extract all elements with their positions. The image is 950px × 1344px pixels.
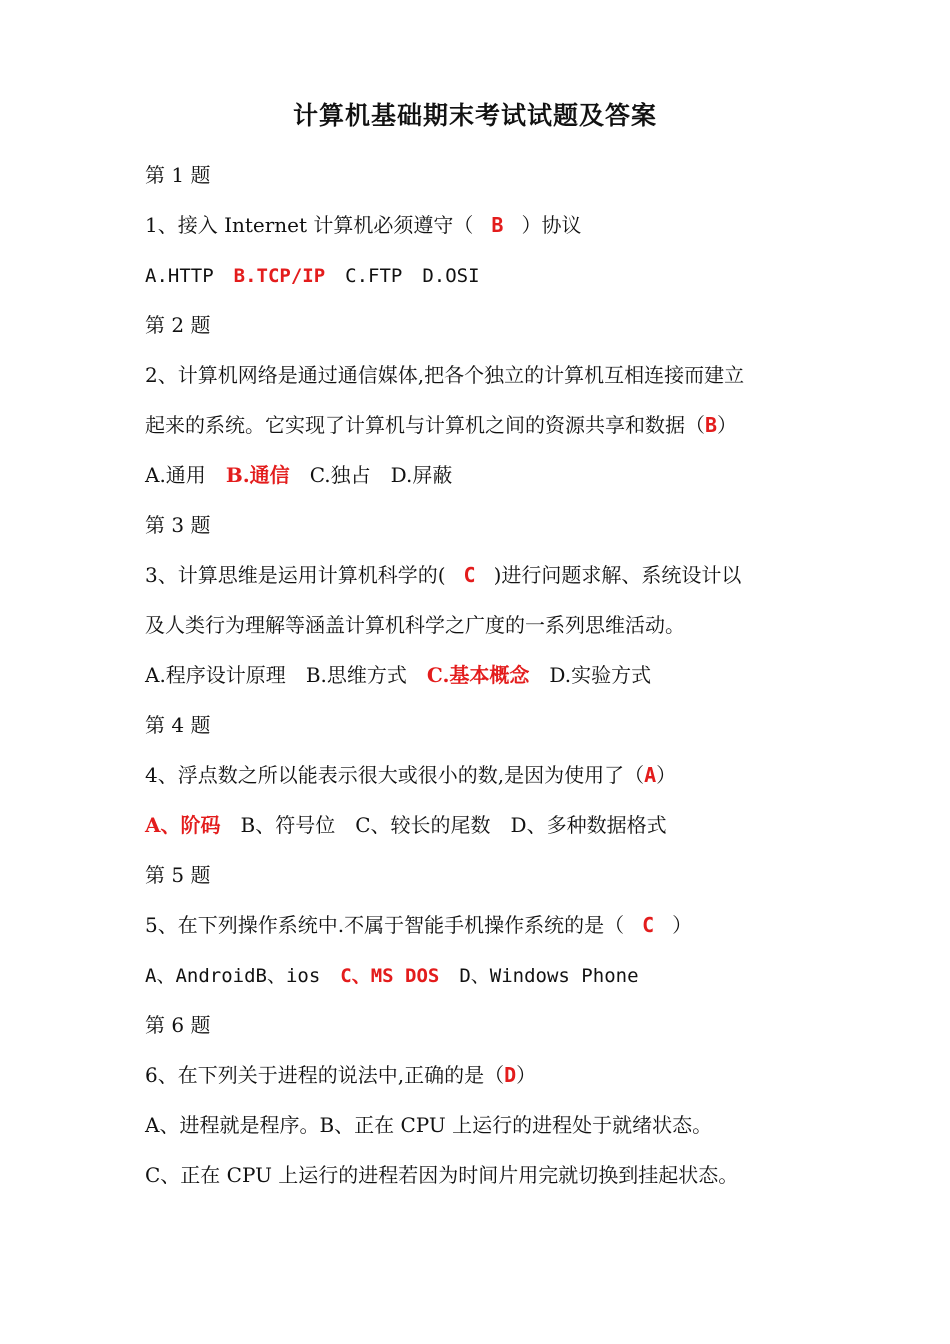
- question-text-pre: 4、浮点数之所以能表示很大或很小的数,是因为使用了（: [145, 763, 645, 787]
- option: A.程序设计原理: [145, 663, 286, 687]
- question-text-post: ）: [516, 1063, 537, 1087]
- question-heading: 第 6 题: [145, 1013, 211, 1037]
- option: C.FTP: [345, 265, 403, 287]
- question-text-post: ）协议: [521, 213, 582, 237]
- option: D.屏蔽: [390, 463, 453, 487]
- question-heading: 第 5 题: [145, 863, 211, 887]
- option: B、符号位: [240, 813, 336, 837]
- question-text: [145, 550, 825, 600]
- option: A、AndroidB、ios: [145, 965, 321, 987]
- answer-mark: A: [644, 763, 657, 787]
- option-row: [145, 650, 825, 700]
- option-row: [145, 950, 825, 1000]
- question-text-pre: 2、计算机网络是通过通信媒体,把各个独立的计算机互相连接而建立: [145, 363, 745, 387]
- question-text-pre: 6、在下列关于进程的说法中,正确的是（: [145, 1063, 505, 1087]
- question-text-pre: 及人类行为理解等涵盖计算机科学之广度的一系列思维活动。: [145, 613, 685, 637]
- answer-mark: D: [504, 1063, 517, 1087]
- option-correct: A、阶码: [145, 813, 221, 837]
- answer-mark: C: [463, 563, 476, 587]
- option-correct: C.基本概念: [426, 663, 530, 687]
- question-text: [145, 200, 825, 250]
- question-text-pre: 1、接入 Internet 计算机必须遵守（: [145, 213, 474, 237]
- answer-mark: C: [642, 913, 655, 937]
- answer-mark: B: [491, 213, 504, 237]
- question-heading: 第 2 题: [145, 313, 211, 337]
- option: C、较长的尾数: [355, 813, 491, 837]
- question-text: [145, 600, 825, 650]
- option-row: [145, 800, 825, 850]
- option-row: [145, 450, 825, 500]
- option: C.独占: [309, 463, 371, 487]
- option-line: C、正在 CPU 上运行的进程若因为时间片用完就切换到挂起状态。: [145, 1163, 739, 1187]
- question-text: [145, 1050, 825, 1100]
- option: D.实验方式: [549, 663, 652, 687]
- question-text-post: ）: [717, 413, 738, 437]
- option-correct: B.TCP/IP: [233, 265, 326, 287]
- question-text-pre: 起来的系统。它实现了计算机与计算机之间的资源共享和数据（: [145, 413, 705, 437]
- question-text: [145, 750, 825, 800]
- option: D.OSI: [422, 265, 480, 287]
- option: D、多种数据格式: [510, 813, 667, 837]
- question-heading: 第 4 题: [145, 713, 211, 737]
- question-text: [145, 400, 825, 450]
- option: A.通用: [145, 463, 206, 487]
- option-correct: C、MS DOS: [340, 965, 440, 987]
- option-row: [145, 250, 825, 300]
- question-list: [145, 150, 825, 1200]
- option-line: A、进程就是程序。B、正在 CPU 上运行的进程处于就绪状态。: [145, 1113, 713, 1137]
- option: D、Windows Phone: [459, 965, 639, 987]
- option: A.HTTP: [145, 265, 214, 287]
- question-text-post: )进行问题求解、系统设计以: [493, 563, 742, 587]
- option-correct: B.通信: [225, 463, 290, 487]
- question-heading: 第 1 题: [145, 163, 211, 187]
- question-text-pre: 5、在下列操作系统中.不属于智能手机操作系统的是（: [145, 913, 625, 937]
- question-text: [145, 900, 825, 950]
- question-text-post: ）: [672, 913, 693, 937]
- question-heading: 第 3 题: [145, 513, 211, 537]
- question-text-post: ）: [656, 763, 677, 787]
- answer-mark: B: [705, 413, 718, 437]
- page-title: 计算机基础期末考试试题及答案: [292, 101, 657, 130]
- question-text: [145, 350, 825, 400]
- option: B.思维方式: [305, 663, 407, 687]
- question-text-pre: 3、计算思维是运用计算机科学的(: [145, 563, 446, 587]
